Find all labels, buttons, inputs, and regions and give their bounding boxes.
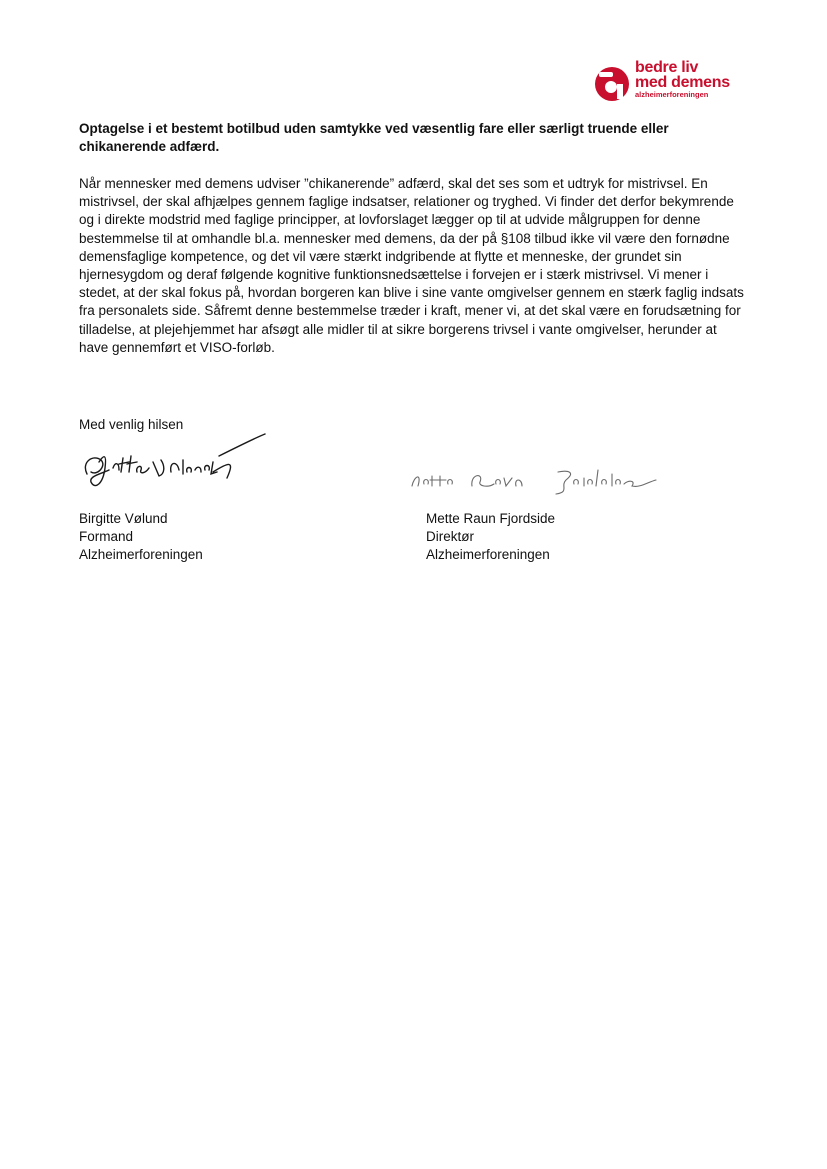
logo-a-icon: [592, 62, 632, 102]
body-paragraph: Når mennesker med demens udviser ”chikanerende” adfærd, skal det ses som et udtryk for mistrivsel. En mistrivsel, der skal afhjælpes gennem faglige indsatser, relationer og tryghed. Vi finder det derfor bekymrende og i direkte modstrid med faglige principper, at lovforslaget lægger op til at udvide målgruppen for denne bestemmelse til at omhandle bl.a. mennesker med demens, da der på §108 tilbud ikke vil være den fornødne demensfaglige kompetence, og det vil være stærkt indgribende at flytte et menneske, der grundet sin hjernesygdom og deraf følgende kognitive funktionsnedsættelse i forvejen er i stærk mistrivsel. Vi mener i stedet, at der skal fokus på, hvordan borgeren kan blive i sine vante omgivelser gennem en stærk faglig indsats fra personalets side. Såfremt denne bestemmelse træder i kraft, mener vi, at det skal være en forudsætning for tilladelse, at plejehjemmet har afsøgt alle midler til at sikre borgerens trivsel i vante omgivelser, herunder at have gennemført et VISO-forløb.: [79, 176, 744, 355]
logo-line3: alzheimerforeningen: [635, 90, 709, 99]
signer-name: Birgitte Vølund: [79, 511, 168, 526]
signer-title: Formand: [79, 529, 134, 544]
logo-line2: med demens: [635, 74, 730, 91]
signature-left: [79, 432, 269, 494]
logo-text: [635, 60, 730, 100]
signer-name: Mette Raun Fjordside: [426, 511, 556, 526]
signer-organization: Alzheimerforeningen: [79, 547, 203, 562]
signer-organization: Alzheimerforeningen: [426, 547, 550, 562]
signer-block-left: [79, 510, 203, 564]
signer-block-right: [426, 510, 555, 564]
logo-line1: bedre liv: [635, 59, 699, 76]
greeting: Med venlig hilsen: [79, 417, 184, 432]
signature-right: [408, 462, 668, 498]
logo: [592, 60, 742, 104]
signer-title: Direktør: [426, 529, 474, 544]
document-heading: Optagelse i et bestemt botilbud uden samtykke ved væsentlig fare eller særligt truende eller chikanerende adfærd.: [79, 121, 669, 154]
